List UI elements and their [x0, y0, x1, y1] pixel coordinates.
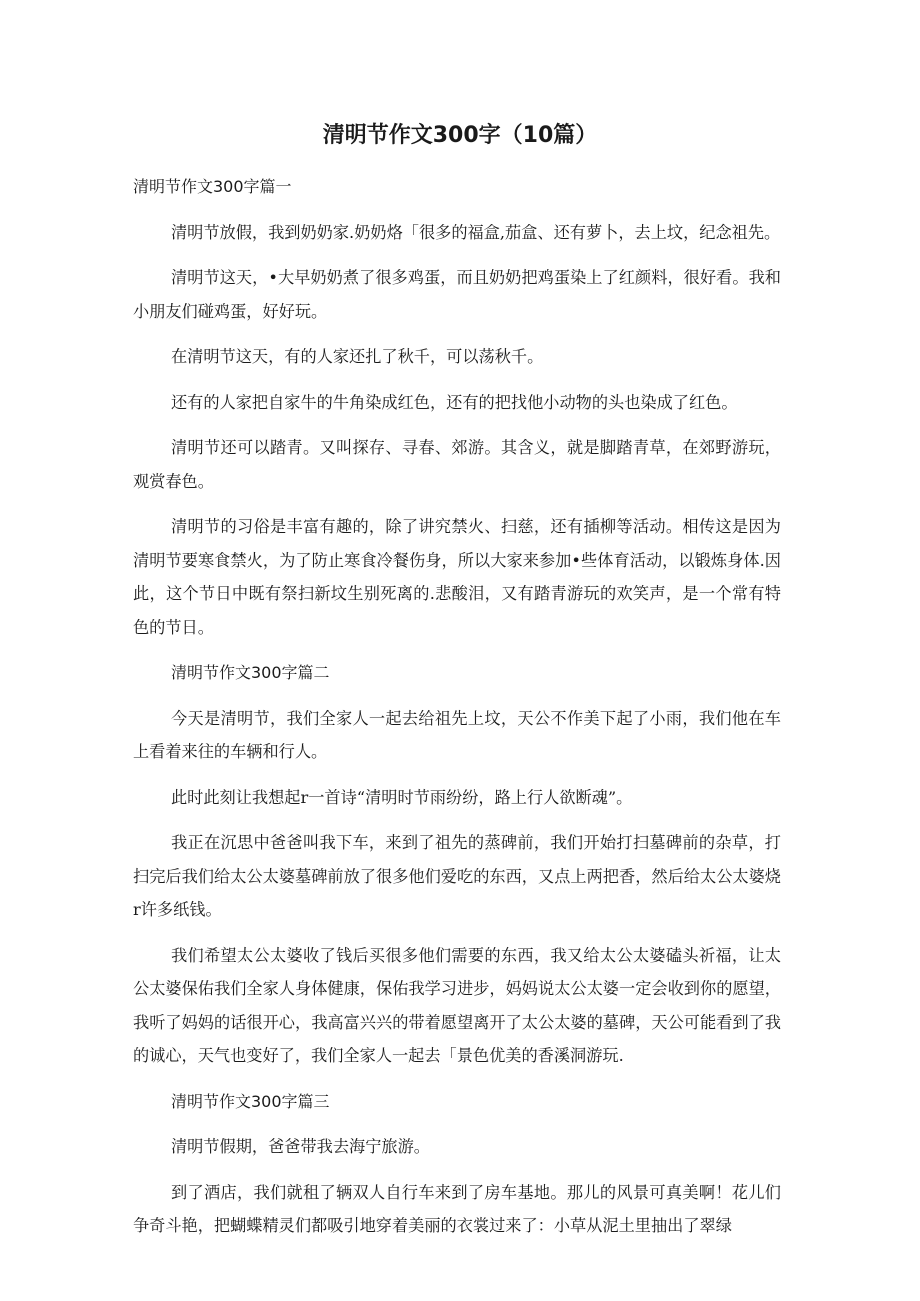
body-paragraph: 清明节放假，我到奶奶家.奶奶烙「很多的福盒,茄盒、还有萝卜，去上坟，纪念祖先。	[171, 222, 781, 242]
section-heading: 清明节作文300字篇二	[171, 663, 330, 682]
body-paragraph: 今天是清明节，我们全家人一起去给祖先上坟，天公不作美下起了小雨，我们他在车上看着来往的车辆和行人。	[133, 708, 781, 761]
document-body	[133, 170, 781, 1255]
body-paragraph: 我正在沉思中爸爸叫我下车，来到了祖先的蒸碑前，我们开始打扫墓碑前的杂草，打扫完后我们给太公太婆墓碑前放了很多他们爱吃的东西，又点上两把香，然后给太公太婆烧r许多纸钱。	[133, 833, 781, 919]
section-heading: 清明节作文300字篇三	[171, 1091, 330, 1111]
body-paragraph: 我们希望太公太婆收了钱后买很多他们需要的东西，我又给太公太婆磕头祈福，让太公太婆保佑我们全家人身体健康，保佑我学习进步，妈妈说太公太婆一定会收到你的愿望，我听了妈妈的话很开心，我高富兴兴的带着愿望离开了太公太婆的墓碑，天公可能看到了我的诚心，天气也变好了，我们全家人一起去「景色优美的香溪洞游玩.	[133, 945, 781, 1065]
body-paragraph: 还有的人家把自家牛的牛角染成红色，还有的把找他小动物的头也染成了红色。	[171, 392, 738, 412]
body-paragraph: 清明节还可以踏青。又叫探存、寻春、郊游。其含义，就是脚踏青草，在郊野游玩，观赏春色。	[133, 438, 781, 491]
body-paragraph: 到了酒店，我们就租了辆双人自行车来到了房车基地。那儿的风景可真美啊！花儿们争奇斗艳，把蝴蝶精灵们都吸引地穿着美丽的衣裳过来了：小草从泥土里抽出了翠绿	[133, 1182, 781, 1235]
section-heading: 清明节作文300字篇一	[133, 177, 292, 196]
document-title: 清明节作文300字（10篇）	[322, 123, 598, 148]
body-paragraph: 清明节假期，爸爸带我去海宁旅游。	[171, 1137, 430, 1156]
body-paragraph: 清明节这天，•大早奶奶煮了很多鸡蛋，而且奶奶把鸡蛋染上了红颜料，很好看。我和小朋友们碰鸡蛋，好好玩。	[133, 268, 781, 321]
body-paragraph: 清明节的习俗是丰富有趣的，除了讲究禁火、扫慈，还有插柳等活动。相传这是因为清明节要寒食禁火，为了防止寒食冷餐伤身，所以大家来参加•些体育活动，以锻炼身体.因此，这个节日中既有祭扫新坟生别死离的.悲酸泪，又有踏青游玩的欢笑声，是一个常有特色的节日。	[133, 517, 781, 637]
body-paragraph: 在清明节这天，有的人家还扎了秋千，可以荡秋千。	[171, 347, 544, 366]
body-paragraph: 此时此刻让我想起r一首诗“清明时节雨纷纷，路上行人欲断魂”。	[171, 787, 633, 807]
